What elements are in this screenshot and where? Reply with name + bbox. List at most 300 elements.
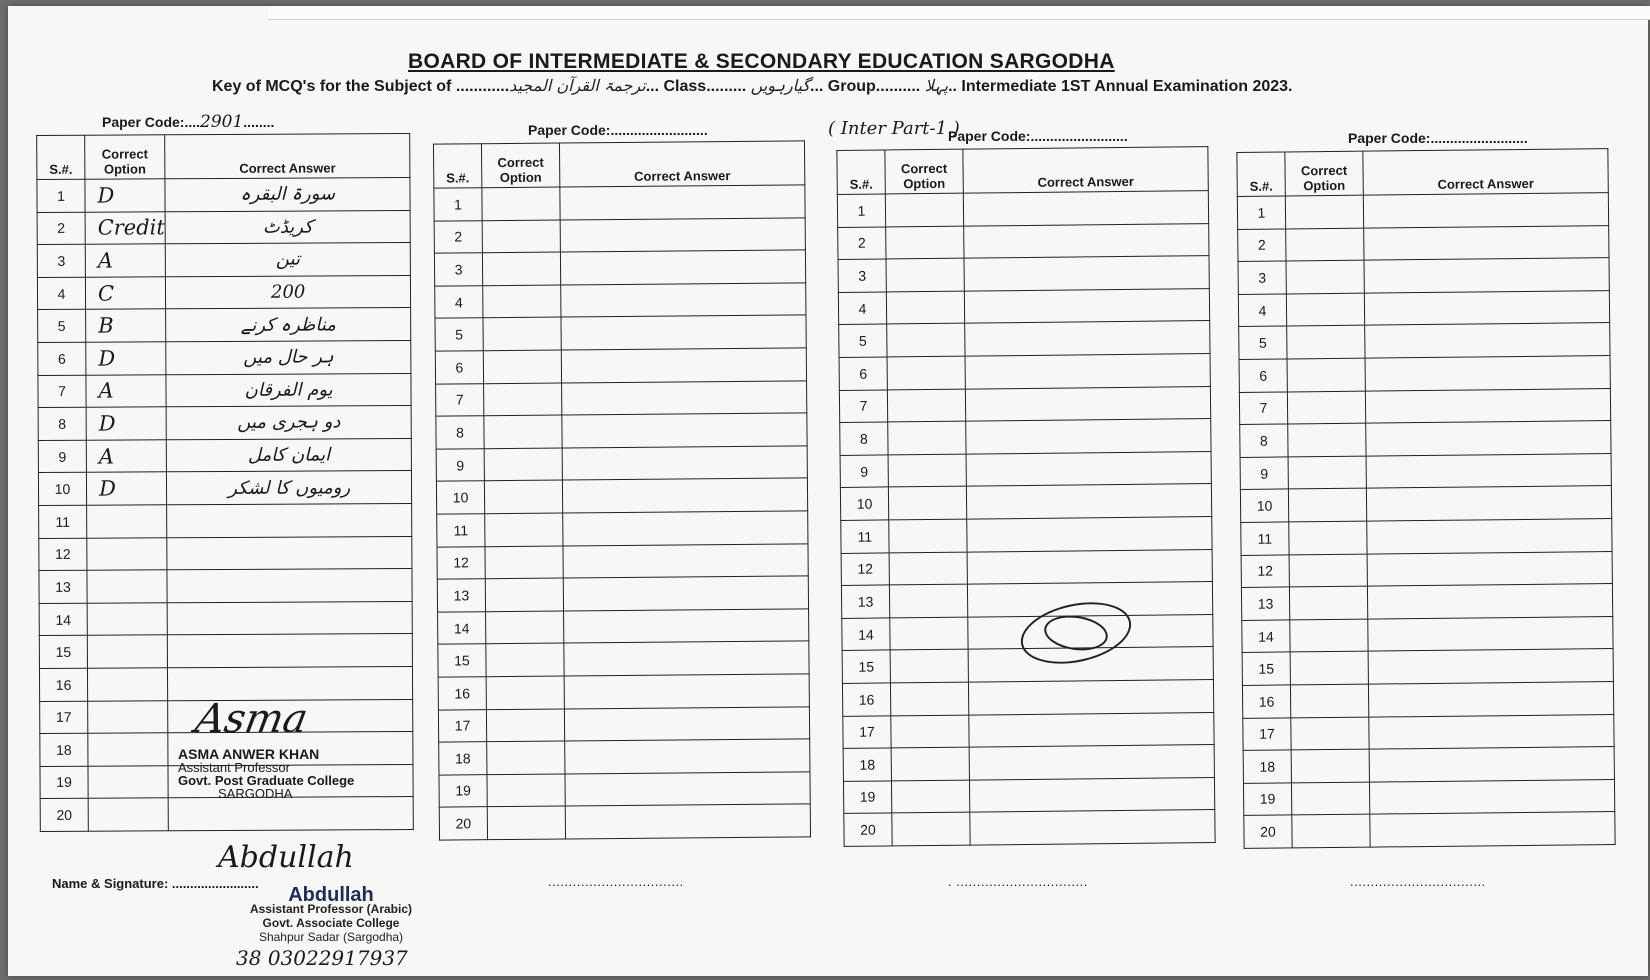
correct-answer: مناظرہ کرنے: [166, 308, 411, 342]
table-row: [840, 484, 1211, 520]
signature-2: Abdullah: [218, 840, 354, 875]
serial-number: 8: [1240, 424, 1288, 457]
correct-answer: [964, 256, 1209, 291]
correct-answer: [1363, 193, 1608, 228]
correct-answer: [564, 641, 809, 676]
serial-number: 9: [1240, 457, 1288, 490]
correct-option: [482, 252, 560, 285]
serial-number: 1: [837, 194, 885, 227]
serial-number: 4: [1238, 294, 1286, 327]
correct-answer: [965, 386, 1210, 421]
correct-answer: [561, 315, 806, 350]
option-header: Correct Option: [1285, 151, 1363, 196]
correct-answer: [1369, 779, 1614, 814]
table-row: [1243, 747, 1614, 783]
serial-number: 16: [1242, 685, 1290, 718]
correct-answer: [563, 511, 808, 546]
stamp-2: Abdullah Assistant Professor (Arabic) Govt. Associate College Shahpur Sadar (Sargodha): [249, 884, 413, 944]
correct-answer: [964, 288, 1209, 323]
table-row: [1238, 225, 1609, 261]
stamp-1: ASMA ANWER KHAN Assistant Professor Govt. Post Graduate College SARGODHA: [178, 746, 355, 801]
table-row: [841, 582, 1212, 618]
serial-number: 14: [39, 603, 87, 636]
correct-option: [891, 715, 969, 748]
correct-answer: [965, 354, 1210, 389]
table-row: [435, 283, 806, 319]
correct-option: A: [85, 244, 165, 277]
serial-number: 9: [436, 448, 484, 481]
correct-option: [886, 258, 964, 291]
correct-option: [1290, 684, 1368, 717]
correct-option: [1291, 717, 1369, 750]
serial-number: 10: [38, 473, 86, 506]
correct-answer: [1369, 747, 1614, 782]
correct-option: [1286, 293, 1364, 326]
correct-option: [1289, 554, 1367, 587]
correct-option: [887, 389, 965, 422]
sn-header: S.#.: [1237, 152, 1285, 197]
correct-answer: [565, 772, 810, 807]
table-row: [438, 706, 809, 742]
correct-option: [87, 570, 167, 603]
table-row: [37, 275, 410, 310]
answer-table-2: [433, 140, 811, 840]
correct-option: [887, 324, 965, 357]
correct-option: [888, 454, 966, 487]
correct-option: D: [86, 342, 166, 375]
serial-number: 3: [838, 259, 886, 292]
table-row: [39, 569, 412, 604]
correct-answer: [560, 250, 805, 285]
correct-answer: [969, 745, 1214, 780]
serial-number: 6: [839, 357, 887, 390]
serial-number: 19: [439, 774, 487, 807]
paper-code-value: 2901: [200, 112, 244, 132]
table-row: [841, 549, 1212, 585]
subject-fill: ترجمۃ القرآن المجید: [509, 76, 646, 95]
correct-option: [88, 798, 168, 831]
correct-option: [484, 448, 562, 481]
table-row: [1241, 518, 1612, 554]
serial-number: 3: [37, 244, 85, 277]
correct-answer: [167, 503, 412, 537]
table-row: [39, 503, 412, 538]
correct-option: D: [86, 472, 166, 505]
correct-option: [888, 421, 966, 454]
correct-option: [484, 383, 562, 416]
class-fill: گیارہویں: [750, 76, 810, 95]
table-row: [434, 217, 805, 253]
correct-answer: [1369, 714, 1614, 749]
table-row: [1244, 812, 1615, 848]
serial-number: 5: [435, 318, 483, 351]
serial-number: 19: [843, 781, 891, 814]
correct-answer: [560, 217, 805, 252]
serial-number: 15: [39, 636, 87, 669]
serial-number: 9: [840, 455, 888, 488]
correct-option: [88, 733, 168, 766]
correct-option: [87, 505, 167, 538]
signature-line-2: .................................: [548, 874, 684, 889]
correct-answer: [1368, 649, 1613, 684]
correct-answer: [560, 185, 805, 220]
serial-number: 14: [1242, 620, 1290, 653]
correct-option: [1291, 782, 1369, 815]
serial-number: 6: [435, 351, 483, 384]
sn-header: S.#.: [37, 135, 85, 179]
serial-number: 8: [38, 407, 86, 440]
correct-option: [1292, 814, 1370, 847]
correct-option: [1286, 260, 1364, 293]
serial-number: 14: [842, 618, 890, 651]
signature-line-3: . ................................: [948, 874, 1088, 889]
serial-number: 12: [39, 538, 87, 571]
table-row: [436, 478, 807, 514]
correct-answer: [1367, 584, 1612, 619]
correct-answer: [564, 609, 809, 644]
correct-option: [483, 285, 561, 318]
correct-answer: [967, 549, 1212, 584]
serial-number: 17: [843, 715, 891, 748]
table-row: [37, 243, 410, 278]
table-row: [1241, 584, 1612, 620]
class-note: ( Inter Part-1 ): [828, 118, 960, 139]
table-row: [38, 471, 411, 506]
table-row: [844, 810, 1215, 846]
table-row: [38, 340, 411, 375]
table-row: [1242, 681, 1613, 717]
correct-answer: [1368, 681, 1613, 716]
serial-number: 16: [842, 683, 890, 716]
answer-table-4: [1236, 148, 1615, 849]
correct-answer: [1366, 453, 1611, 488]
correct-answer: سورۃ البقرہ: [165, 178, 410, 212]
table-row: [1239, 323, 1610, 359]
correct-answer: [565, 739, 810, 774]
correct-answer: [1366, 421, 1611, 456]
serial-number: 18: [40, 733, 88, 766]
correct-option: [87, 537, 167, 570]
serial-number: 7: [839, 390, 887, 423]
answer-header: Correct Answer: [165, 134, 410, 179]
correct-answer: [562, 478, 807, 513]
correct-answer: [1365, 356, 1610, 391]
correct-answer: [1364, 225, 1609, 260]
serial-number: 9: [38, 440, 86, 473]
table-row: [438, 674, 809, 710]
correct-option: D: [85, 179, 165, 212]
serial-number: 4: [838, 292, 886, 325]
correct-answer: [563, 543, 808, 578]
correct-option: [889, 519, 967, 552]
table-row: [39, 634, 412, 669]
sn-header: S.#.: [433, 144, 481, 188]
correct-option: [1286, 228, 1364, 261]
correct-answer: [1367, 518, 1612, 553]
serial-number: 20: [844, 813, 892, 846]
correct-answer: [1365, 388, 1610, 423]
serial-number: 7: [38, 375, 86, 408]
correct-option: Credit: [85, 211, 165, 244]
serial-number: 15: [842, 650, 890, 683]
table-header-row: [37, 134, 410, 180]
serial-number: 18: [439, 742, 487, 775]
correct-answer: [969, 712, 1214, 747]
serial-number: 11: [841, 520, 889, 553]
table-row: [1243, 779, 1614, 815]
correct-answer: [965, 321, 1210, 356]
correct-option: [1290, 651, 1368, 684]
correct-option: [1287, 326, 1365, 359]
correct-answer: [565, 804, 810, 839]
correct-answer: ایمان کامل: [166, 438, 411, 472]
serial-number: 8: [840, 422, 888, 455]
correct-option: [888, 486, 966, 519]
correct-option: [482, 187, 560, 220]
table-row: [839, 354, 1210, 390]
paper-code-3: Paper Code:.........................: [948, 128, 1128, 144]
correct-answer: رومیوں کا لشکر: [167, 471, 412, 505]
table-row: [1240, 453, 1611, 489]
table-row: [1239, 356, 1610, 392]
correct-option: [1291, 749, 1369, 782]
option-header: Correct Option: [85, 135, 165, 179]
table-row: [438, 641, 809, 677]
correct-option: [1285, 195, 1363, 228]
correct-answer: [561, 348, 806, 383]
table-row: [840, 419, 1211, 455]
answer-header: Correct Answer: [559, 141, 804, 187]
sn-header: S.#.: [837, 150, 885, 195]
table-row: [838, 256, 1209, 292]
table-header-row: [837, 147, 1208, 195]
option-header: Correct Option: [885, 149, 963, 194]
table-row: [39, 601, 412, 636]
correct-option: [1289, 586, 1367, 619]
correct-option: D: [86, 407, 166, 440]
table-header-row: [433, 141, 804, 188]
table-row: [1240, 486, 1611, 522]
table-row: [436, 380, 807, 416]
table-row: [839, 321, 1210, 357]
table-row: [1237, 193, 1608, 229]
correct-answer: [168, 797, 413, 831]
correct-option: [485, 513, 563, 546]
table-row: [436, 446, 807, 482]
phone-number: 38 03022917937: [236, 946, 408, 970]
table-row: [1238, 258, 1609, 294]
table-row: [436, 413, 807, 449]
correct-answer: [1366, 486, 1611, 521]
serial-number: 17: [1243, 717, 1291, 750]
serial-number: 4: [37, 277, 85, 310]
correct-answer: [167, 634, 412, 668]
serial-number: 6: [1239, 359, 1287, 392]
correct-answer: کریڈٹ: [165, 210, 410, 244]
correct-option: [889, 552, 967, 585]
serial-number: 13: [841, 585, 889, 618]
table-row: [1238, 290, 1609, 326]
correct-option: C: [85, 277, 165, 310]
table-row: [842, 679, 1213, 715]
correct-answer: [562, 446, 807, 481]
serial-number: 2: [1238, 229, 1286, 262]
correct-answer: دو ہجری میں: [166, 406, 411, 440]
table-row: [837, 191, 1208, 227]
serial-number: 2: [838, 227, 886, 260]
serial-number: 20: [1244, 815, 1292, 848]
correct-option: [485, 546, 563, 579]
correct-option: [1287, 358, 1365, 391]
serial-number: 1: [434, 188, 482, 221]
correct-option: [487, 806, 565, 839]
correct-option: [1289, 521, 1367, 554]
table-row: [439, 772, 810, 808]
serial-number: 10: [840, 487, 888, 520]
table-row: [841, 516, 1212, 552]
group-label: Group: [827, 78, 876, 95]
table-row: [1243, 714, 1614, 750]
correct-option: [487, 774, 565, 807]
table-row: [435, 348, 806, 384]
correct-option: [486, 643, 564, 676]
table-row: [1241, 551, 1612, 587]
correct-option: [891, 780, 969, 813]
correct-answer: [561, 283, 806, 318]
correct-option: [886, 291, 964, 324]
table-row: [1242, 649, 1613, 685]
serial-number: 1: [37, 179, 85, 212]
table-row: [437, 511, 808, 547]
correct-option: [482, 220, 560, 253]
serial-number: 11: [39, 505, 87, 538]
table-row: [840, 451, 1211, 487]
table-row: [843, 745, 1214, 781]
answer-header: Correct Answer: [1363, 149, 1608, 196]
correct-answer: [967, 516, 1212, 551]
serial-number: 15: [1242, 652, 1290, 685]
table-row: [839, 386, 1210, 422]
serial-number: 5: [839, 324, 887, 357]
correct-option: [1287, 391, 1365, 424]
correct-answer: [963, 191, 1208, 226]
serial-number: 11: [1241, 522, 1289, 555]
table-row: [434, 185, 805, 221]
correct-option: [891, 747, 969, 780]
table-row: [439, 804, 810, 840]
serial-number: 5: [1239, 326, 1287, 359]
correct-answer: تین: [165, 243, 410, 277]
correct-answer: [564, 674, 809, 709]
correct-answer: [970, 810, 1215, 845]
serial-number: 5: [38, 310, 86, 343]
exam-label: Intermediate 1ST Annual Examination 2023.: [961, 78, 1293, 95]
paper-edge: [268, 6, 1650, 20]
table-row: [437, 576, 808, 612]
serial-number: 13: [39, 570, 87, 603]
table-header-row: [1237, 149, 1608, 197]
table-row: [37, 178, 410, 213]
table-row: [843, 777, 1214, 813]
table-row: [38, 308, 411, 343]
correct-option: [88, 765, 168, 798]
serial-number: 10: [436, 481, 484, 514]
serial-number: 16: [438, 677, 486, 710]
correct-option: [486, 709, 564, 742]
correct-option: [890, 682, 968, 715]
signature-1: Asma: [191, 696, 312, 742]
serial-number: 11: [437, 514, 485, 547]
serial-number: 18: [843, 748, 891, 781]
correct-option: B: [86, 309, 166, 342]
correct-answer: [167, 536, 412, 570]
answer-key-sheet: [8, 6, 1648, 976]
table-row: [38, 406, 411, 441]
serial-number: 13: [1241, 587, 1289, 620]
correct-option: [484, 415, 562, 448]
serial-number: 3: [434, 253, 482, 286]
table-row: [1239, 388, 1610, 424]
serial-number: 19: [1243, 783, 1291, 816]
serial-number: 13: [437, 579, 485, 612]
table-row: [435, 315, 806, 351]
table-row: [437, 543, 808, 579]
correct-option: [483, 317, 561, 350]
paper-code-2: Paper Code:.........................: [528, 122, 708, 138]
table-row: [1240, 421, 1611, 457]
table-row: [838, 223, 1209, 259]
serial-number: 14: [438, 611, 486, 644]
serial-number: 18: [1243, 750, 1291, 783]
signature-line-4: .................................: [1350, 874, 1486, 889]
table-row: [434, 250, 805, 286]
serial-number: 1: [1237, 196, 1285, 229]
correct-answer: [1368, 616, 1613, 651]
table-row: [37, 210, 410, 245]
correct-option: [890, 617, 968, 650]
serial-number: 3: [1238, 261, 1286, 294]
correct-answer: [969, 777, 1214, 812]
correct-answer: [966, 451, 1211, 486]
correct-option: [87, 603, 167, 636]
correct-answer: [966, 419, 1211, 454]
correct-option: [88, 700, 168, 733]
serial-number: 8: [436, 416, 484, 449]
correct-answer: 200: [166, 275, 411, 309]
serial-number: 20: [40, 799, 88, 832]
answer-header: Correct Answer: [963, 147, 1208, 194]
serial-number: 17: [438, 709, 486, 742]
key-label: Key of MCQ's for the Subject of: [212, 78, 452, 95]
serial-number: 10: [1240, 489, 1288, 522]
correct-answer: [1370, 812, 1615, 847]
correct-option: [486, 611, 564, 644]
class-label: Class: [663, 78, 707, 95]
correct-answer: [1365, 323, 1610, 358]
serial-number: 12: [1241, 554, 1289, 587]
table-row: [843, 712, 1214, 748]
table-row: [1242, 616, 1613, 652]
table-row: [40, 797, 413, 832]
correct-answer: [966, 484, 1211, 519]
table-row: [39, 536, 412, 571]
paper-code-4: Paper Code:.........................: [1348, 130, 1528, 146]
serial-number: 12: [437, 546, 485, 579]
correct-option: [886, 226, 964, 259]
correct-answer: [563, 576, 808, 611]
correct-answer: ہر حال میں: [166, 340, 411, 374]
table-row: [38, 373, 411, 408]
